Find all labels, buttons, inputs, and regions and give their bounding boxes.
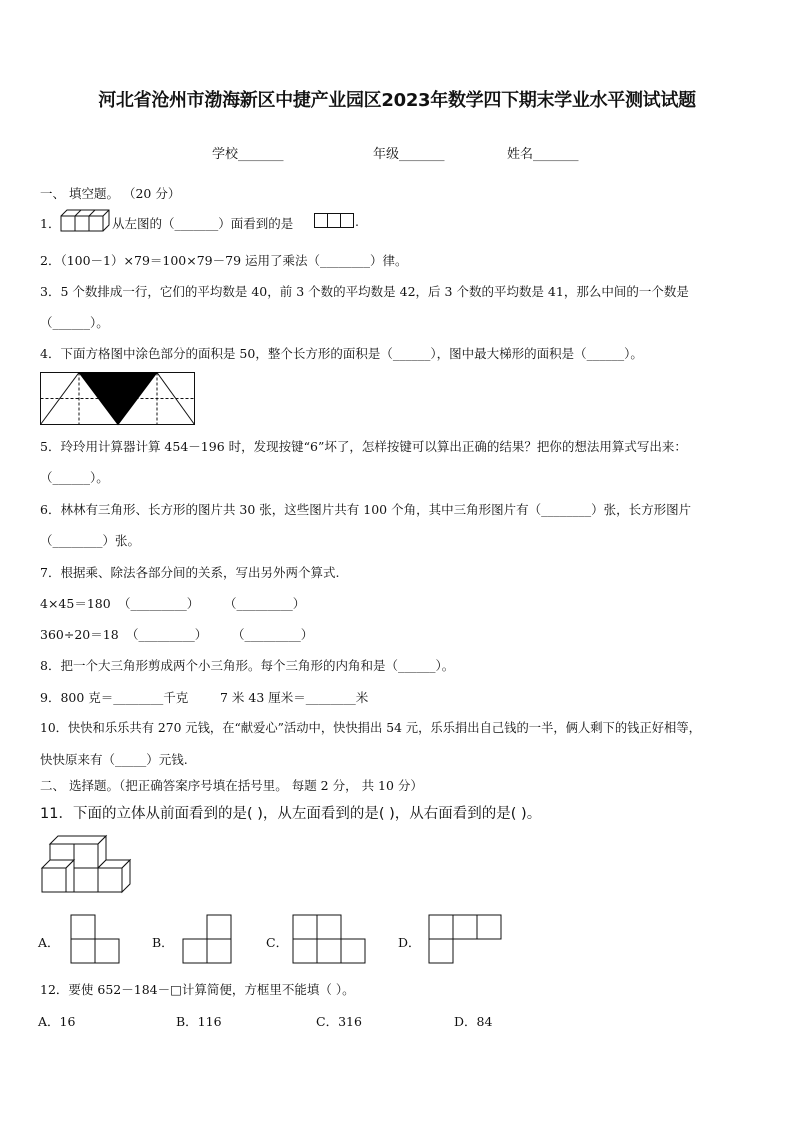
q4-text: 4．下面方格图中涂色部分的面积是 50，整个长方形的面积是（______），图中最大梯形的面积是（______）。 <box>40 346 643 361</box>
q11-option-a-figure[interactable] <box>70 914 120 964</box>
q11-option-c-label[interactable]: C． <box>266 935 289 950</box>
q1-answer-figure <box>314 213 354 228</box>
q7-eq1: 4×45＝180 <box>40 596 111 611</box>
q12-text: 12．要使 652－184－□计算简便，方框里不能填（ ）。 <box>40 982 355 997</box>
q3-line1: 3．5 个数排成一行，它们的平均数是 40，前 3 个数的平均数是 42，后 3 个数的平均数是 41，那么中间的一个数是 <box>40 284 689 299</box>
q6-line2: （________）张。 <box>40 533 141 548</box>
school-field[interactable]: 学校_______ <box>212 147 284 162</box>
q11-option-a-label[interactable]: A． <box>38 935 60 950</box>
q1-text: 从左图的（_______）面看到的是 <box>112 216 294 231</box>
q1-solid-figure <box>57 208 117 232</box>
q11-solid-figure <box>40 834 132 900</box>
q12-option-d[interactable]: D．84 <box>454 1014 493 1029</box>
q12-option-c[interactable]: C．316 <box>316 1014 362 1029</box>
q1-end: . <box>355 214 359 229</box>
q11-option-b-label[interactable]: B． <box>152 935 174 950</box>
name-field[interactable]: 姓名_______ <box>507 147 579 162</box>
q11-option-d-figure[interactable] <box>428 914 502 964</box>
q7-eq1-blank1[interactable]: （_________） <box>118 596 200 611</box>
section-2-heading: 二、 选择题。（把正确答案序号填在括号里。 每题 2 分， 共 10 分） <box>40 778 423 793</box>
q5-line2: （______）。 <box>40 470 109 485</box>
q9-part1: 9．800 克＝________千克 <box>40 690 189 705</box>
grade-field[interactable]: 年级_______ <box>373 147 445 162</box>
q4-grid-figure <box>40 372 196 426</box>
q1-number: 1． <box>40 216 61 231</box>
q12-option-b[interactable]: B．116 <box>176 1014 222 1029</box>
q10-line1: 10．快快和乐乐共有 270 元钱，在“献爱心”活动中，快快捐出 54 元，乐乐捐出自己钱的一半，俩人剩下的钱正好相等， <box>40 721 701 735</box>
q7-eq1-blank2[interactable]: （_________） <box>224 596 306 611</box>
section-1-heading: 一、 填空题。 （20 分） <box>40 186 181 201</box>
q5-line1: 5．玲玲用计算器计算 454－196 时，发现按键“6”坏了，怎样按键可以算出正确的结果？把你的想法用算式写出来： <box>40 439 687 454</box>
q9-part2: 7 米 43 厘米＝________米 <box>220 690 369 705</box>
q7-eq2: 360÷20＝18 <box>40 627 119 642</box>
q7-eq2-blank2[interactable]: （_________） <box>232 627 314 642</box>
q8-text: 8．把一个大三角形剪成两个小三角形。每个三角形的内角和是（______）。 <box>40 658 455 673</box>
q3-line2: （______）。 <box>40 315 109 330</box>
page-title: 河北省沧州市渤海新区中捷产业园区2023年数学四下期末学业水平测试试题 <box>98 90 696 111</box>
q2-text: 2．（100－1）×79＝100×79－79 运用了乘法（________）律。 <box>40 253 408 268</box>
q10-line2: 快快原来有（_____）元钱. <box>40 752 188 767</box>
q11-option-b-figure[interactable] <box>182 914 232 964</box>
q6-line1: 6．林林有三角形、长方形的图片共 30 张，这些图片共有 100 个角，其中三角形图片有（________）张，长方形图片 <box>40 502 692 517</box>
q11-option-c-figure[interactable] <box>292 914 366 964</box>
q11-text: 11．下面的立体从前面看到的是( )，从左面看到的是( )，从右面看到的是( )。 <box>40 806 542 822</box>
q12-option-a[interactable]: A．16 <box>38 1014 76 1029</box>
q7-text: 7．根据乘、除法各部分间的关系，写出另外两个算式. <box>40 565 340 580</box>
q11-option-d-label[interactable]: D． <box>398 935 421 950</box>
q7-eq2-blank1[interactable]: （_________） <box>126 627 208 642</box>
